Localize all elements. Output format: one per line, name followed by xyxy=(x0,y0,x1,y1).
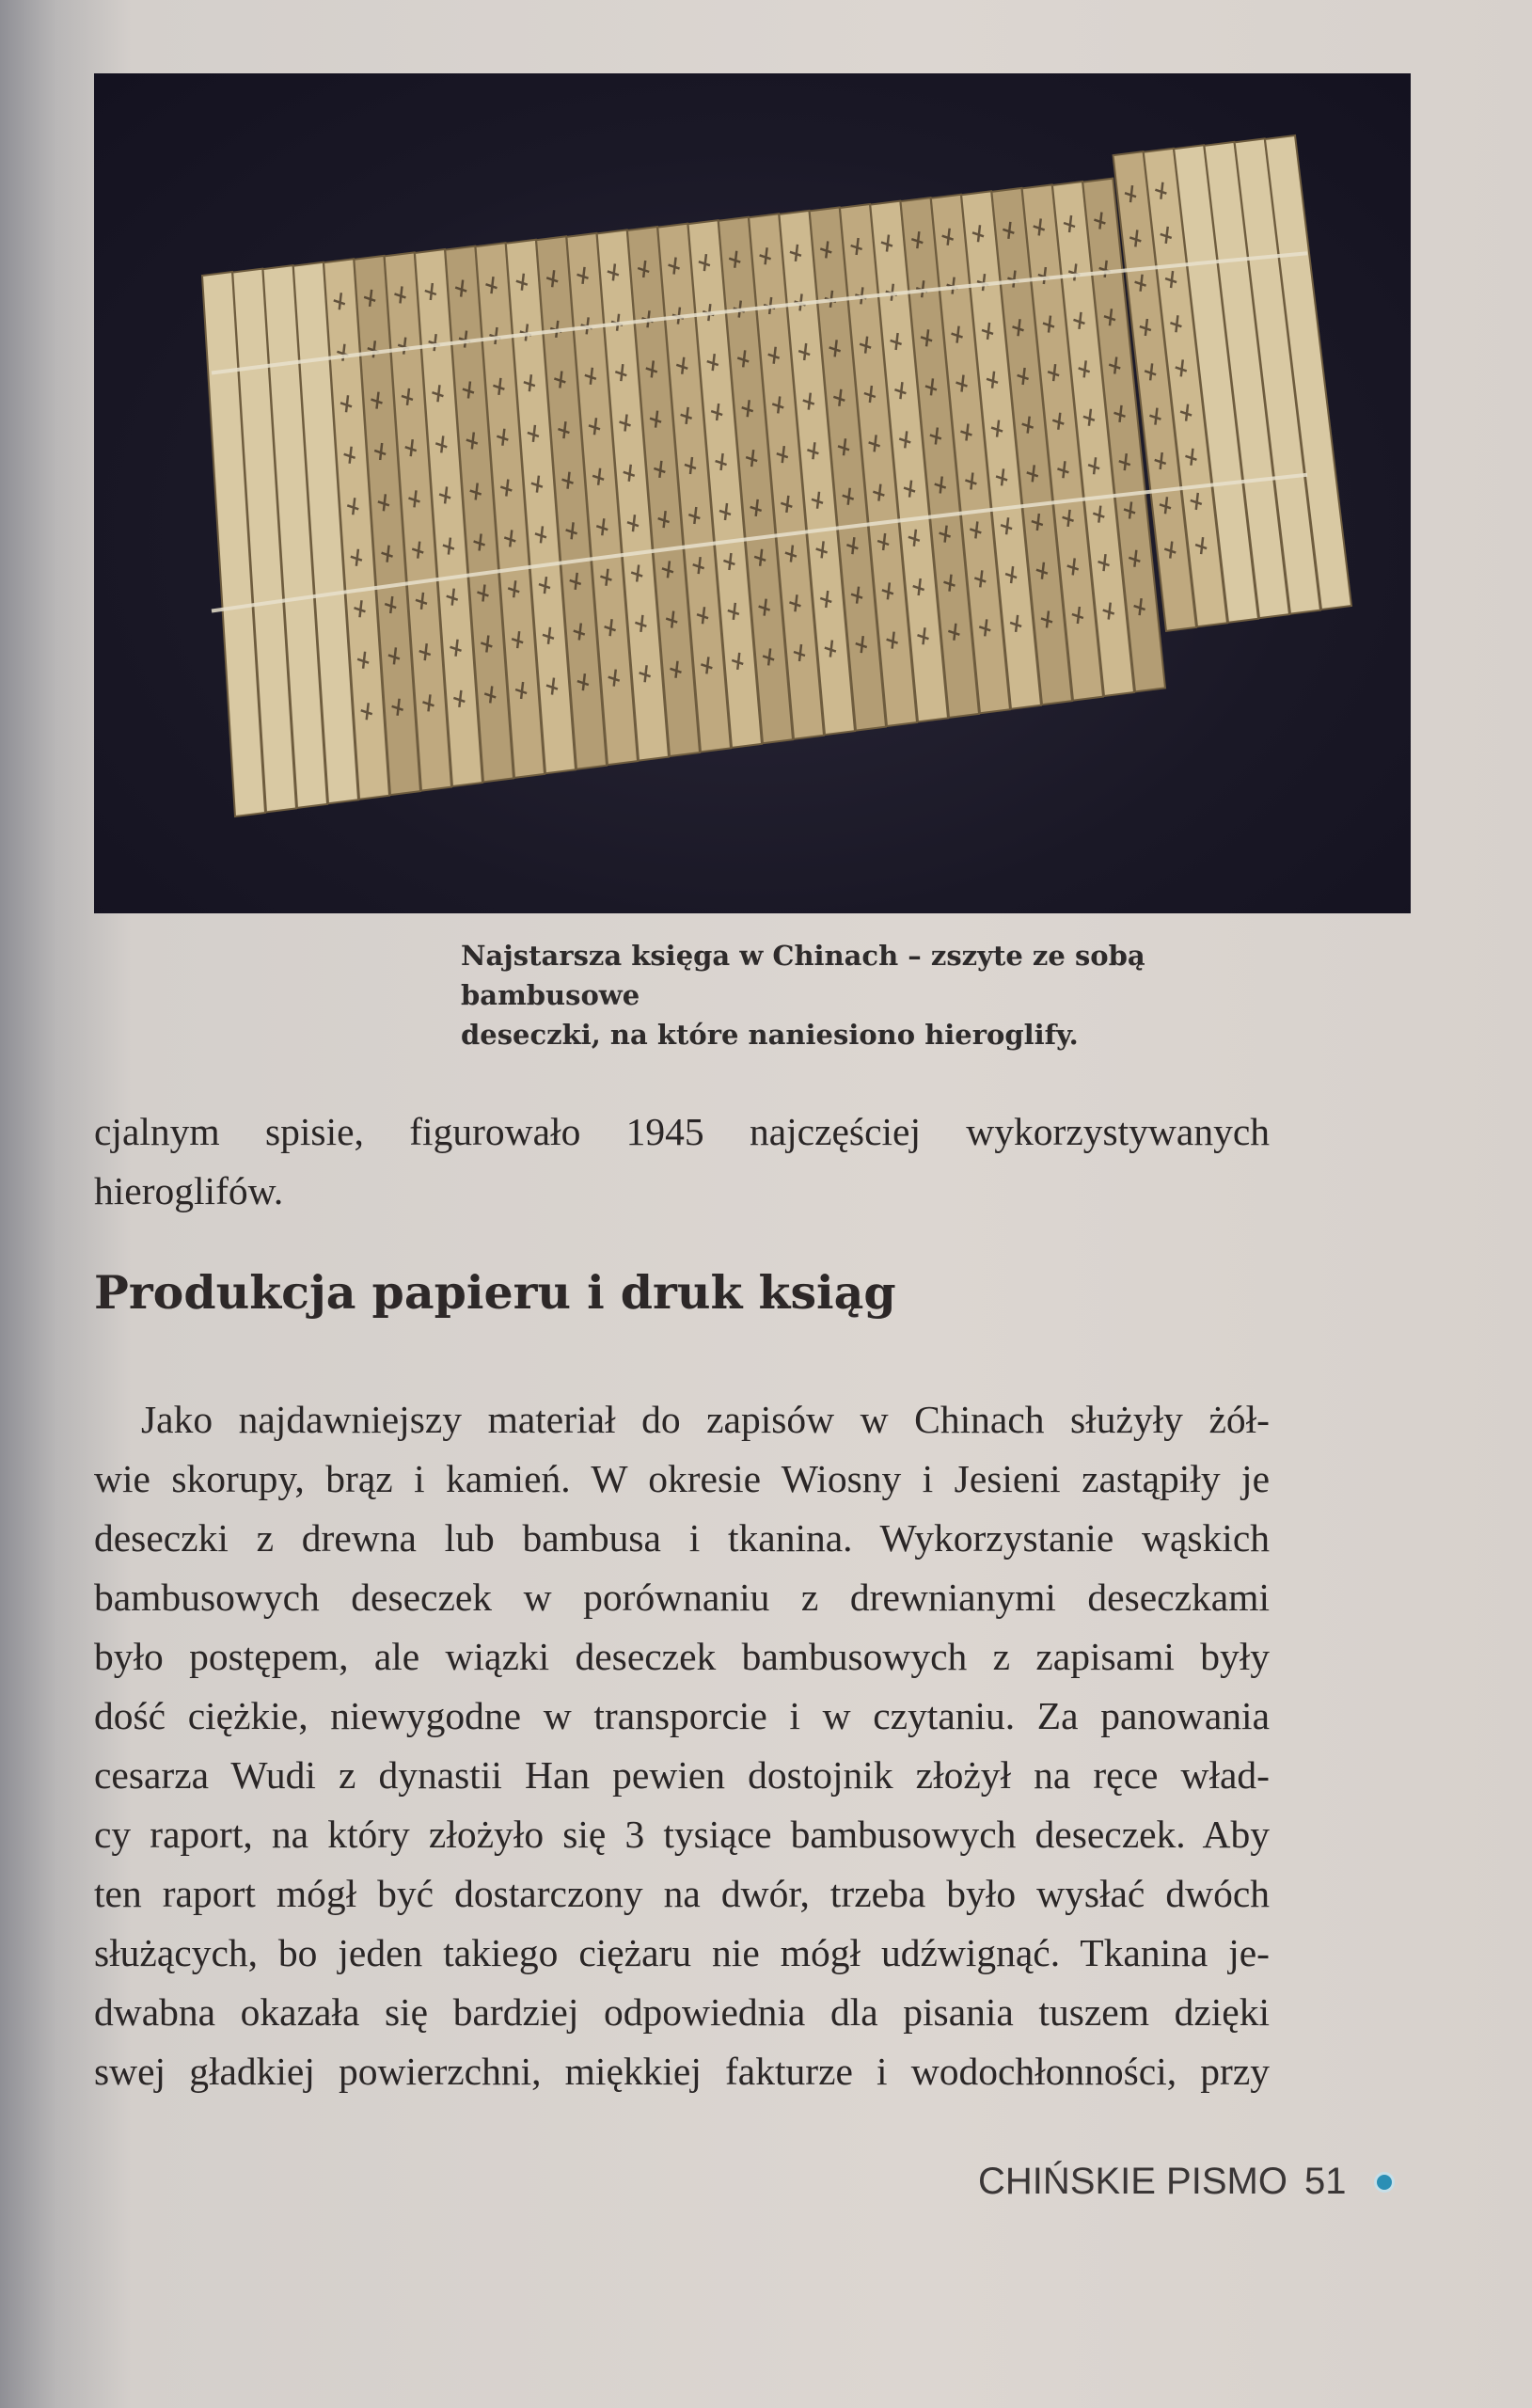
text-line: bambusowych deseczek w porównaniu z drewnianymi deseczkami xyxy=(94,1576,1270,1619)
text-line: dwabna okazała się bardziej odpowiednia dla pisania tuszem dzięki xyxy=(94,1990,1270,2034)
text-line: było postępem, ale wiązki deseczek bambusowych z zapisami były xyxy=(94,1635,1270,1678)
text-line: służących, bo jeden takiego ciężaru nie mógł udźwignąć. Tkanina je- xyxy=(94,1931,1270,1974)
section-heading: Produkcja papieru i druk ksiąg xyxy=(94,1265,896,1320)
paragraph-main xyxy=(94,1390,1270,2101)
text-line: hieroglifów. xyxy=(94,1169,284,1212)
text-line: ten raport mógł być dostarczony na dwór, trzeba było wysłać dwóch xyxy=(94,1872,1270,1915)
text-line: cesarza Wudi z dynastii Han pewien dostojnik złożył na ręce wład- xyxy=(94,1753,1270,1797)
text-line: deseczki z drewna lub bambusa i tkanina. Wykorzystanie wąskich xyxy=(94,1516,1270,1560)
text-line: dość ciężkie, niewygodne w transporcie i w czytaniu. Za panowania xyxy=(94,1694,1270,1737)
text-line: cjalnym spisie, figurowało 1945 najczęściej wykorzystywanych xyxy=(94,1110,1270,1153)
figure-caption xyxy=(461,936,1288,1054)
text-line: wie skorupy, brąz i kamień. W okresie Wiosny i Jesieni zastąpiły je xyxy=(94,1457,1270,1500)
bamboo-slips-illustration xyxy=(94,73,1411,913)
running-title: CHIŃSKIE PISMO xyxy=(978,2161,1287,2202)
caption-line: Najstarsza księga w Chinach – zszyte ze sobą bambusowe xyxy=(461,940,1145,1011)
bamboo-book-photo xyxy=(94,73,1411,913)
text-line: cy raport, na który złożyło się 3 tysiące bambusowych deseczek. Aby xyxy=(94,1813,1270,1856)
bullet-dot-icon xyxy=(1374,2172,1395,2193)
paragraph-top xyxy=(94,1102,1270,1221)
text-line: swej gładkiej powierzchni, miękkiej fakturze i wodochłonności, przy xyxy=(94,2050,1270,2093)
page-footer xyxy=(978,2161,1395,2203)
text-line: Jako najdawniejszy materiał do zapisów w Chinach służyły żół- xyxy=(141,1398,1270,1441)
caption-line: deseczki, na które naniesiono hieroglify. xyxy=(461,1019,1079,1051)
page-number: 51 xyxy=(1303,2161,1347,2202)
